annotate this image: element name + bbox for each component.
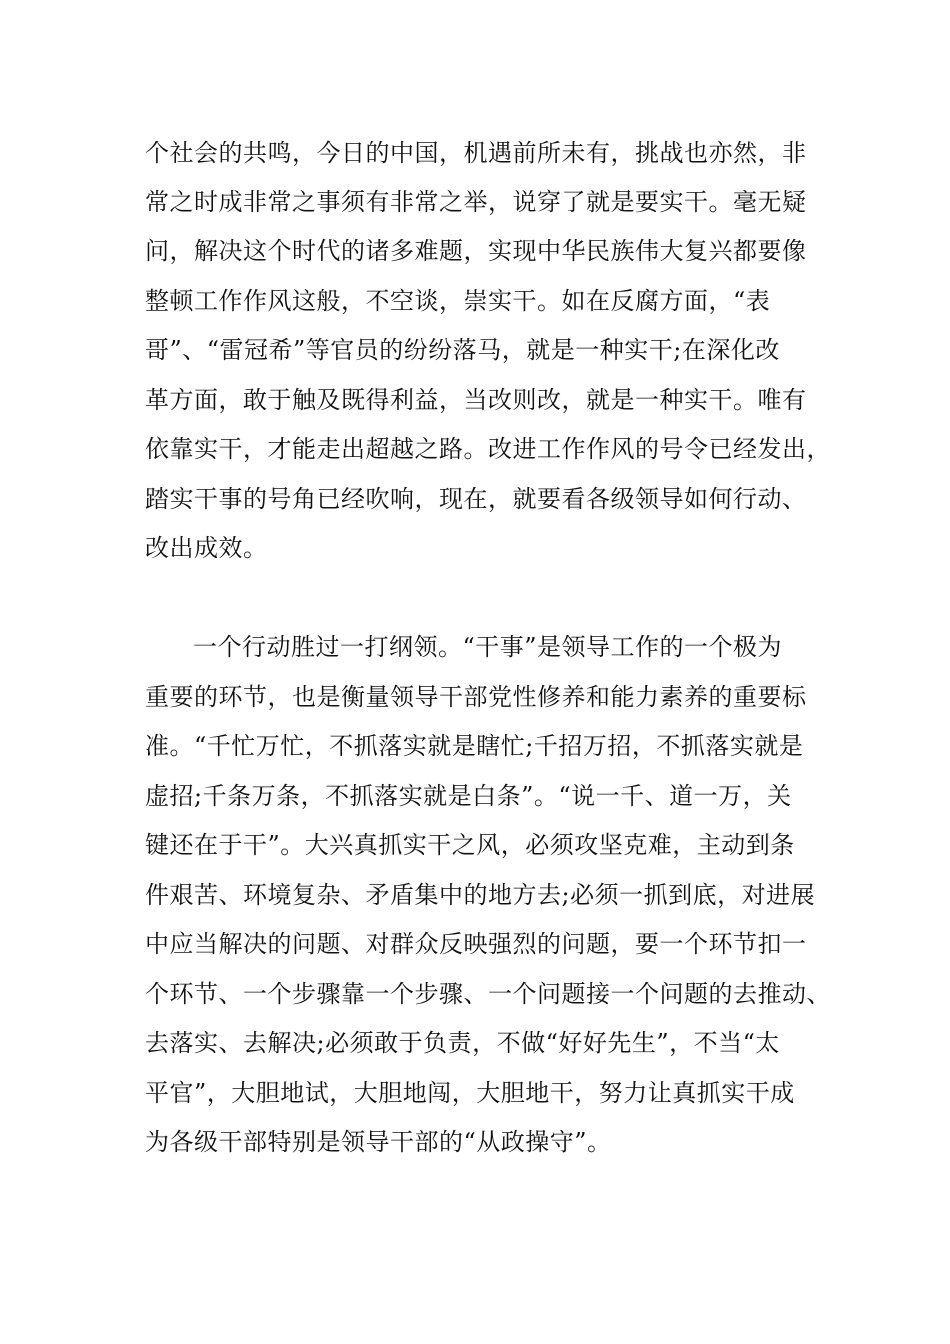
text-line: 常之时成非常之事须有非常之举，说穿了就是要实干。毫无疑 bbox=[145, 188, 807, 216]
text-line: 改出成效。 bbox=[145, 534, 268, 562]
text-line: 踏实干事的号角已经吹响，现在，就要看各级领导如何行动、 bbox=[145, 485, 807, 513]
text-line: 个社会的共鸣，今日的中国，机遇前所未有，挑战也亦然，非 bbox=[145, 139, 807, 167]
text-line: 问，解决这个时代的诸多难题，实现中华民族伟大复兴都要像 bbox=[145, 237, 807, 265]
text-line: 重要的环节，也是衡量领导干部党性修养和能力素养的重要标 bbox=[145, 683, 807, 711]
text-line: 平官”，大胆地试，大胆地闯，大胆地干，努力让真抓实干成 bbox=[145, 1079, 795, 1107]
text-line: 准。“千忙万忙，不抓落实就是瞎忙;千招万招，不抓落实就是 bbox=[145, 732, 804, 760]
text-line: 依靠实干，才能走出超越之路。改进工作作风的号令已经发出， bbox=[145, 435, 831, 463]
text-line: 一个行动胜过一打纲领。“干事”是领导工作的一个极为 bbox=[193, 633, 783, 661]
text-line: 虚招;千条万条，不抓落实就是白条”。“说一千、道一万，关 bbox=[145, 782, 792, 810]
text-line: 个环节、一个步骤靠一个步骤、一个问题接一个问题的去推动、 bbox=[145, 980, 831, 1008]
text-line: 去落实、去解决;必须敢于负责，不做“好好先生”，不当“太 bbox=[145, 1029, 780, 1057]
text-line: 件艰苦、环境复杂、矛盾集中的地方去;必须一抓到底，对进展 bbox=[145, 881, 816, 909]
text-line: 为各级干部特别是领导干部的“从政操守”。 bbox=[145, 1128, 612, 1156]
text-line: 革方面，敢于触及既得利益，当改则改，就是一种实干。唯有 bbox=[145, 386, 807, 414]
text-line: 中应当解决的问题、对群众反映强烈的问题，要一个环节扣一 bbox=[145, 930, 807, 958]
text-line: 哥”、“雷冠希”等官员的纷纷落马，就是一种实干;在深化改 bbox=[145, 336, 780, 364]
text-line: 键还在于干”。大兴真抓实干之风，必须攻坚克难，主动到条 bbox=[145, 831, 795, 859]
text-line: 整顿工作作风这般，不空谈，崇实干。如在反腐方面，“表 bbox=[145, 287, 771, 315]
